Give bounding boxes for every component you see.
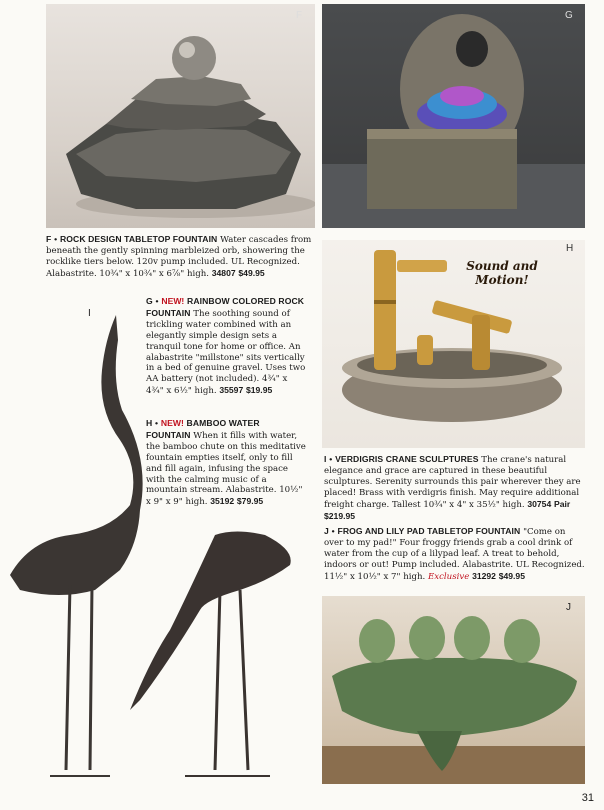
item-h-price: $79.95 [236,496,264,507]
item-h-description: When it fills with water, the bamboo chute on this meditative fountain empties itself, only to fill and fill again, infusing the space with the calming music of a mountain stream. Alabastrite. 10½" x 9" x 9" high. [146,430,306,508]
item-g-new-badge: NEW! [161,296,185,306]
photo-bamboo-fountain [322,240,585,448]
rainbow-fountain-image [322,4,585,228]
item-h-new-badge: NEW! [160,418,184,428]
bamboo-fountain-image [322,240,585,448]
item-j-price: $49.95 [498,570,525,581]
item-g-sku: 35597 [219,385,244,396]
item-j-code: J [324,526,329,536]
item-g-caption: G • NEW! RAINBOW COLORED ROCK FOUNTAIN The soothing sound of trickling water combined with an elegantly simple design sets a tranquil tone for home or office. An alabastrite "millstone" sits vertically in a bed of genuine gravel. Uses two AA battery (not included). 4¾" x 4¾" x 6½" high. 35597 $19.95 [146,296,306,397]
item-f-code: F [46,234,52,244]
item-g-code: G [146,296,153,306]
photo-letter-j: J [566,602,571,613]
item-h-code: H [146,418,153,428]
item-i-description: The crane's natural elegance and grace are captured in these beautiful sculptures. Serenity surrounds this pair wherever they are placed! Brass with verdigris finish. May require additional freight charge. Tallest 10¾" x 4" x 35½" high. [324,455,581,510]
item-f-description: Water cascades from beneath the gently spinning marbleized orb, showering the rocklike tiers below. 120v pump included. UL Recognized. Alabastrite. 10¾" x 10¾" x 6⅞" high. [46,235,312,279]
photo-letter-g: G [565,10,573,21]
item-i-title: VERDIGRIS CRANE SCULPTURES [335,454,479,464]
item-j-caption: J • FROG AND LILY PAD TABLETOP FOUNTAIN "Come on over to my pad!" Four froggy friends grab a cool drink of water from the cup of a lilypad leaf. A treat to behold, indoors or out! Pump included. Alabastrite. UL Recognized. 11½" x 10½" x 7" high. Exclusive 31292 $49.95 [324,526,585,582]
photo-letter-h: H [566,243,574,254]
item-f-caption: F • ROCK DESIGN TABLETOP FOUNTAIN Water cascades from beneath the gently spinning marbleized orb, showering the rocklike tiers below. 120v pump included. UL Recognized. Alabastrite. 10¾" x 10¾" x 6⅞" high. 34807 $49.95 [46,234,312,279]
item-g-title: RAINBOW COLORED ROCK FOUNTAIN [146,296,305,318]
item-j-title: FROG AND LILY PAD TABLETOP FOUNTAIN [337,526,521,536]
item-i-price: Pair $219.95 [324,498,571,521]
item-g-price: $19.95 [245,385,273,396]
item-j-description: "Come on over to my pad!" Four froggy friends grab a cool drink of water from the cup of a lilypad leaf. A treat to behold, indoors or out! Pump included. Alabastrite. UL Recognized. 11½" x 10½" x 7" high. [324,527,585,582]
frog-fountain-image [322,596,585,784]
item-j-sku: 31292 [472,570,496,581]
rock-fountain-image [46,4,315,228]
item-i-code: I [324,454,327,464]
sound-and-motion-callout: Sound and Motion! [466,259,538,287]
photo-letter-i: I [88,308,91,319]
item-h-title: BAMBOO WATER FOUNTAIN [146,418,260,440]
photo-rainbow-fountain [322,4,585,228]
item-i-caption: I • VERDIGRIS CRANE SCULPTURES The crane's natural elegance and grace are captured in these beautiful sculptures. Serenity surrounds this pair wherever they are placed! Brass with verdigris finish. May require additional freight charge. Tallest 10¾" x 4" x 35½" high. 30754 Pair $219.95 [324,454,581,521]
item-g-description: The soothing sound of trickling water combined with an elegantly simple design sets a tranquil tone for home or office. An alabastrite "millstone" sits vertically in a bed of genuine gravel. Uses two AA battery (not included). 4¾" x 4¾" x 6½" high. [146,308,306,397]
page-number: 31 [581,792,594,804]
item-f-sku: 34807 [211,267,236,278]
item-h-caption: H • NEW! BAMBOO WATER FOUNTAIN When it fills with water, the bamboo chute on this meditative fountain empties itself, only to fill and fill again, infusing the space with the calming music of a mountain stream. Alabastrite. 10½" x 9" x 9" high. 35192 $79.95 [146,418,306,508]
item-j-exclusive-badge: Exclusive [428,571,470,582]
item-f-title: ROCK DESIGN TABLETOP FOUNTAIN [59,234,218,244]
item-f-price: $49.95 [238,267,265,278]
item-i-sku: 30754 [527,498,552,509]
item-h-sku: 35192 [210,496,235,507]
photo-frog-fountain [322,596,585,784]
photo-letter-f: F [296,10,303,21]
photo-rock-fountain [46,4,315,228]
